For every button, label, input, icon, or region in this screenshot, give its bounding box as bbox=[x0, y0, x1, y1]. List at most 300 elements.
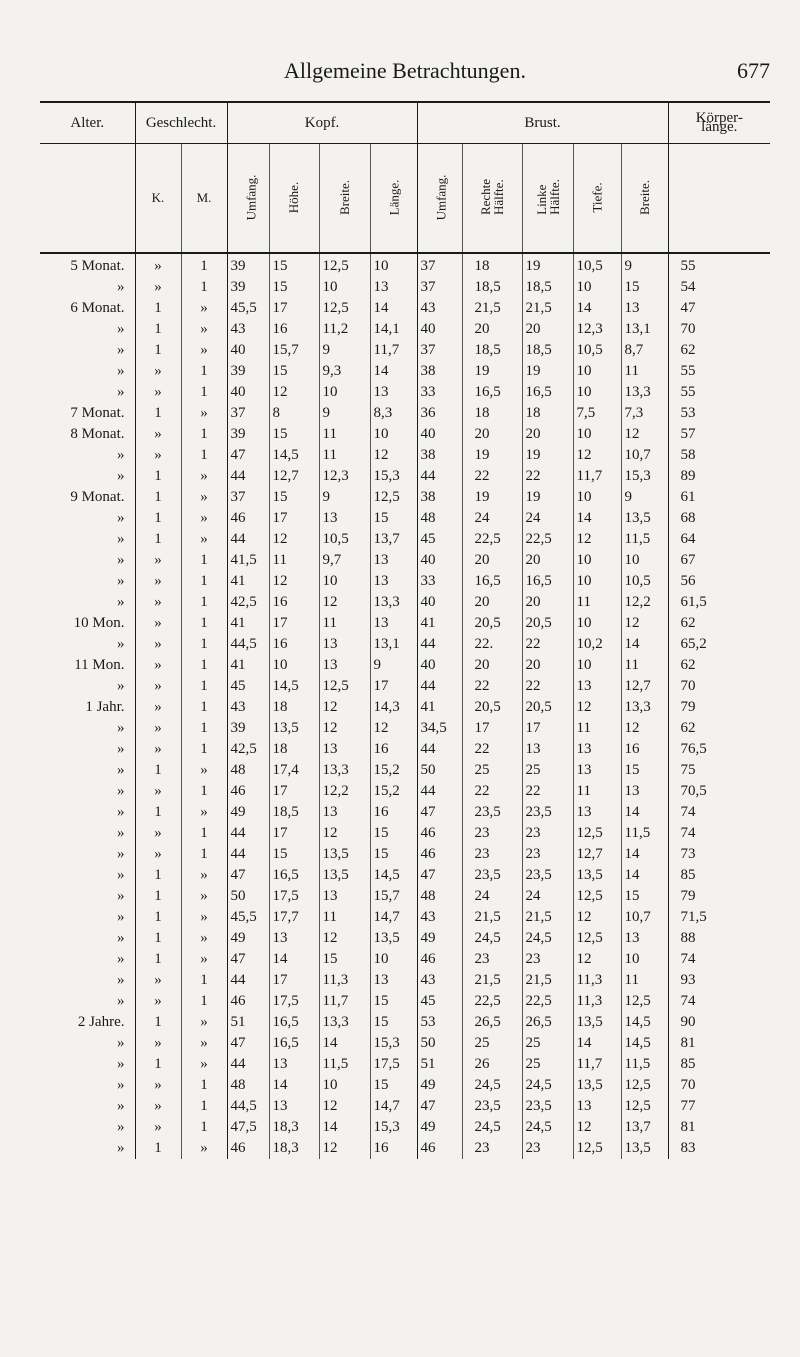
table-row bbox=[40, 298, 770, 319]
table-row bbox=[40, 781, 770, 802]
table-cell: 1 bbox=[181, 253, 227, 277]
table-cell: 54 bbox=[668, 277, 770, 298]
table-cell: 62 bbox=[668, 718, 770, 739]
table-cell: 11 bbox=[319, 907, 370, 928]
table-cell: 11 bbox=[573, 718, 621, 739]
table-cell: 50 bbox=[417, 1033, 462, 1054]
table-cell: 1 bbox=[181, 571, 227, 592]
table-row bbox=[40, 802, 770, 823]
table-cell: 47 bbox=[417, 865, 462, 886]
table-row bbox=[40, 508, 770, 529]
table-cell: 48 bbox=[227, 1075, 269, 1096]
table-cell: 22. bbox=[462, 634, 522, 655]
table-cell: 17,7 bbox=[269, 907, 319, 928]
table-cell: 21,5 bbox=[462, 298, 522, 319]
table-row bbox=[40, 319, 770, 340]
table-cell: 23 bbox=[462, 844, 522, 865]
table-cell: 13 bbox=[573, 739, 621, 760]
table-cell: 15,3 bbox=[621, 466, 668, 487]
table-cell: 11 bbox=[621, 361, 668, 382]
table-cell: 18,5 bbox=[462, 277, 522, 298]
table-cell: » bbox=[135, 823, 181, 844]
table-cell: 14,5 bbox=[621, 1033, 668, 1054]
table-cell: » bbox=[117, 1098, 125, 1114]
table-cell: 18,5 bbox=[522, 340, 573, 361]
table-cell: 49 bbox=[227, 928, 269, 949]
header-alter-empty bbox=[40, 144, 135, 254]
table-cell: 13 bbox=[319, 802, 370, 823]
table-cell: 17,4 bbox=[269, 760, 319, 781]
table-row bbox=[40, 634, 770, 655]
table-cell: 11,3 bbox=[573, 970, 621, 991]
table-cell: 24 bbox=[462, 508, 522, 529]
table-cell: 14 bbox=[573, 508, 621, 529]
table-cell: 21,5 bbox=[462, 970, 522, 991]
table-cell: » bbox=[135, 676, 181, 697]
header-kopf-umfang: Umfang. bbox=[227, 144, 269, 254]
table-cell: 18,5 bbox=[522, 277, 573, 298]
table-row bbox=[40, 655, 770, 676]
table-cell: 1 bbox=[181, 697, 227, 718]
table-cell: 75 bbox=[668, 760, 770, 781]
table-cell: 51 bbox=[227, 1012, 269, 1033]
table-cell: 14,5 bbox=[269, 676, 319, 697]
table-cell: 15 bbox=[370, 508, 417, 529]
table-cell: 8,3 bbox=[370, 403, 417, 424]
table-cell: 44 bbox=[227, 844, 269, 865]
table-cell: 12 bbox=[319, 1096, 370, 1117]
table-cell: 44 bbox=[417, 676, 462, 697]
table-cell: 13 bbox=[319, 655, 370, 676]
table-cell: 40 bbox=[227, 382, 269, 403]
table-cell: 62 bbox=[668, 613, 770, 634]
table-cell: » bbox=[117, 363, 125, 379]
table-cell: 42,5 bbox=[227, 739, 269, 760]
table-cell: 14 bbox=[319, 1117, 370, 1138]
table-cell: 12,5 bbox=[573, 1138, 621, 1159]
table-cell: 1 bbox=[135, 865, 181, 886]
table-cell: 1 bbox=[181, 1096, 227, 1117]
table-cell: 9 bbox=[621, 253, 668, 277]
table-cell: 23 bbox=[462, 823, 522, 844]
table-cell: 22 bbox=[522, 634, 573, 655]
table-cell: » bbox=[135, 361, 181, 382]
table-cell: » bbox=[117, 762, 125, 778]
table-cell: 16,5 bbox=[522, 571, 573, 592]
table-cell: » bbox=[135, 571, 181, 592]
table-cell: 1 bbox=[135, 802, 181, 823]
table-cell: 18 bbox=[269, 697, 319, 718]
table-cell: 21,5 bbox=[522, 298, 573, 319]
table-cell: » bbox=[135, 739, 181, 760]
table-cell: 45,5 bbox=[227, 298, 269, 319]
table-cell: 15,3 bbox=[370, 1117, 417, 1138]
table-cell: » bbox=[117, 888, 125, 904]
table-cell: » bbox=[135, 1033, 181, 1054]
table-cell: 14 bbox=[621, 844, 668, 865]
table-cell: 50 bbox=[227, 886, 269, 907]
table-cell: 12 bbox=[573, 529, 621, 550]
table-cell: 13,3 bbox=[621, 697, 668, 718]
table-cell: 1 bbox=[181, 844, 227, 865]
table-cell: 25 bbox=[462, 1033, 522, 1054]
table-cell: 64 bbox=[668, 529, 770, 550]
table-cell: 2 Jahre. bbox=[77, 1014, 125, 1030]
table-cell: 15,7 bbox=[269, 340, 319, 361]
table-cell: 13 bbox=[370, 277, 417, 298]
table-cell: 12 bbox=[319, 928, 370, 949]
table-cell: 15 bbox=[370, 844, 417, 865]
table-cell: 67 bbox=[668, 550, 770, 571]
table-cell: 12,5 bbox=[573, 928, 621, 949]
table-cell: 24,5 bbox=[522, 1075, 573, 1096]
table-cell: 18 bbox=[269, 739, 319, 760]
table-cell: 44 bbox=[417, 466, 462, 487]
table-cell: 71,5 bbox=[668, 907, 770, 928]
table-cell: 46 bbox=[417, 1138, 462, 1159]
table-cell: 33 bbox=[417, 571, 462, 592]
table-cell: 20 bbox=[462, 655, 522, 676]
header-kopf-laenge: Länge. bbox=[370, 144, 417, 254]
table-cell: » bbox=[117, 1119, 125, 1135]
table-cell: 10,5 bbox=[319, 529, 370, 550]
table-cell: 18,5 bbox=[462, 340, 522, 361]
table-cell: 9 Monat. bbox=[70, 489, 125, 505]
table-cell: » bbox=[135, 445, 181, 466]
table-cell: 88 bbox=[668, 928, 770, 949]
table-cell: 10 bbox=[319, 277, 370, 298]
table-row bbox=[40, 823, 770, 844]
table-cell: 76,5 bbox=[668, 739, 770, 760]
table-cell: 74 bbox=[668, 823, 770, 844]
table-cell: 1 bbox=[181, 277, 227, 298]
table-cell: 11,3 bbox=[573, 991, 621, 1012]
table-cell: 13 bbox=[319, 886, 370, 907]
table-cell: » bbox=[135, 592, 181, 613]
table-cell: 23 bbox=[522, 844, 573, 865]
table-cell: 41 bbox=[417, 613, 462, 634]
table-row bbox=[40, 424, 770, 445]
table-cell: » bbox=[117, 678, 125, 694]
table-cell: 24 bbox=[462, 886, 522, 907]
table-cell: » bbox=[117, 909, 125, 925]
table-cell: 11 bbox=[621, 970, 668, 991]
table-cell: 18,3 bbox=[269, 1138, 319, 1159]
table-cell: 10 bbox=[573, 655, 621, 676]
table-row bbox=[40, 844, 770, 865]
table-cell: 12,7 bbox=[269, 466, 319, 487]
table-cell: 1 bbox=[181, 781, 227, 802]
table-cell: 12,7 bbox=[621, 676, 668, 697]
table-cell: 12 bbox=[319, 718, 370, 739]
table-cell: 36 bbox=[417, 403, 462, 424]
table-cell: 15 bbox=[370, 991, 417, 1012]
table-cell: 1 bbox=[181, 823, 227, 844]
table-cell: » bbox=[181, 298, 227, 319]
table-row bbox=[40, 718, 770, 739]
table-cell: 23,5 bbox=[522, 865, 573, 886]
table-cell: 1 bbox=[135, 907, 181, 928]
table-cell: 14 bbox=[269, 949, 319, 970]
table-cell: 22,5 bbox=[462, 529, 522, 550]
table-cell: » bbox=[117, 342, 125, 358]
table-cell: 14 bbox=[573, 298, 621, 319]
table-cell: 47 bbox=[227, 949, 269, 970]
table-cell: 10,5 bbox=[573, 340, 621, 361]
table-cell: 16,5 bbox=[269, 1033, 319, 1054]
table-cell: 46 bbox=[417, 949, 462, 970]
table-cell: 22 bbox=[522, 781, 573, 802]
table-cell: 13 bbox=[319, 634, 370, 655]
table-cell: 37 bbox=[227, 403, 269, 424]
table-cell: 23,5 bbox=[522, 802, 573, 823]
table-cell: 15,7 bbox=[370, 886, 417, 907]
table-cell: 12 bbox=[621, 613, 668, 634]
header-brust-rechte: Rechte Hälfte. bbox=[462, 144, 522, 254]
table-row bbox=[40, 991, 770, 1012]
table-cell: 46 bbox=[417, 823, 462, 844]
table-cell: 20 bbox=[522, 550, 573, 571]
table-cell: 20,5 bbox=[462, 613, 522, 634]
table-cell: 81 bbox=[668, 1033, 770, 1054]
table-cell: 15 bbox=[269, 277, 319, 298]
table-cell: 38 bbox=[417, 487, 462, 508]
table-cell: 44 bbox=[227, 466, 269, 487]
table-cell: 13 bbox=[522, 739, 573, 760]
table-cell: 40 bbox=[227, 340, 269, 361]
table-cell: 16,5 bbox=[462, 382, 522, 403]
table-cell: » bbox=[181, 802, 227, 823]
table-cell: 13 bbox=[621, 928, 668, 949]
header-koerperlaenge: Körper- länge. bbox=[668, 102, 770, 144]
table-row bbox=[40, 865, 770, 886]
table-cell: 13,1 bbox=[370, 634, 417, 655]
table-cell: 12,5 bbox=[573, 823, 621, 844]
table-cell: 37 bbox=[227, 487, 269, 508]
table-cell: 23 bbox=[462, 949, 522, 970]
table-cell: 10 bbox=[573, 487, 621, 508]
table-cell: 65,2 bbox=[668, 634, 770, 655]
table-cell: 23 bbox=[522, 823, 573, 844]
table-row bbox=[40, 592, 770, 613]
table-cell: » bbox=[181, 1033, 227, 1054]
table-cell: 12,5 bbox=[621, 1096, 668, 1117]
table-cell: 16 bbox=[370, 1138, 417, 1159]
table-cell: 9,7 bbox=[319, 550, 370, 571]
table-cell: 10 bbox=[370, 424, 417, 445]
table-cell: 20 bbox=[522, 592, 573, 613]
table-row bbox=[40, 361, 770, 382]
table-cell: » bbox=[117, 594, 125, 610]
table-cell: 23 bbox=[522, 1138, 573, 1159]
table-cell: 19 bbox=[462, 361, 522, 382]
table-cell: 24,5 bbox=[462, 928, 522, 949]
table-cell: 12,5 bbox=[621, 1075, 668, 1096]
table-cell: 14,5 bbox=[370, 865, 417, 886]
table-row bbox=[40, 550, 770, 571]
table-cell: 11,5 bbox=[621, 1054, 668, 1075]
table-cell: 39 bbox=[227, 424, 269, 445]
table-cell: » bbox=[181, 886, 227, 907]
table-cell: » bbox=[181, 1012, 227, 1033]
table-cell: 40 bbox=[417, 592, 462, 613]
table-cell: 22 bbox=[462, 466, 522, 487]
table-cell: 12,2 bbox=[319, 781, 370, 802]
table-cell: 45 bbox=[417, 991, 462, 1012]
table-cell: 14 bbox=[370, 361, 417, 382]
table-cell: 1 bbox=[181, 361, 227, 382]
table-cell: 1 bbox=[181, 382, 227, 403]
table-cell: 37 bbox=[417, 277, 462, 298]
table-cell: 13,5 bbox=[621, 508, 668, 529]
header-kopf-hoehe: Höhe. bbox=[269, 144, 319, 254]
table-cell: 11 bbox=[573, 781, 621, 802]
header-geschlecht: Geschlecht. bbox=[135, 102, 227, 144]
header-brust-tiefe: Tiefe. bbox=[573, 144, 621, 254]
page-title: Allgemeine Betrachtungen. bbox=[284, 58, 526, 83]
table-cell: » bbox=[135, 1075, 181, 1096]
table-cell: 39 bbox=[227, 253, 269, 277]
table-cell: 12,5 bbox=[370, 487, 417, 508]
table-cell: 41 bbox=[417, 697, 462, 718]
table-cell: 15,3 bbox=[370, 466, 417, 487]
table-cell: 14 bbox=[621, 634, 668, 655]
table-cell: 10 bbox=[621, 949, 668, 970]
table-cell: 44,5 bbox=[227, 634, 269, 655]
table-cell: 15 bbox=[269, 361, 319, 382]
table-cell: 17 bbox=[462, 718, 522, 739]
table-cell: 49 bbox=[417, 928, 462, 949]
table-cell: 1 bbox=[135, 487, 181, 508]
table-cell: 74 bbox=[668, 949, 770, 970]
table-row bbox=[40, 1033, 770, 1054]
table-cell: 14 bbox=[621, 802, 668, 823]
table-cell: 57 bbox=[668, 424, 770, 445]
table-cell: 20 bbox=[522, 319, 573, 340]
table-cell: » bbox=[117, 1035, 125, 1051]
table-cell: 12,2 bbox=[621, 592, 668, 613]
table-cell: 16,5 bbox=[462, 571, 522, 592]
table-cell: 24 bbox=[522, 886, 573, 907]
table-cell: 15 bbox=[269, 424, 319, 445]
table-cell: 39 bbox=[227, 361, 269, 382]
table-cell: 55 bbox=[668, 253, 770, 277]
table-cell: 47 bbox=[227, 445, 269, 466]
table-cell: 9 bbox=[319, 487, 370, 508]
table-cell: 40 bbox=[417, 424, 462, 445]
table-cell: » bbox=[117, 846, 125, 862]
table-cell: 22 bbox=[462, 676, 522, 697]
table-cell: 16 bbox=[621, 739, 668, 760]
table-cell: 1 bbox=[181, 550, 227, 571]
table-cell: 20,5 bbox=[522, 697, 573, 718]
table-cell: » bbox=[135, 382, 181, 403]
page-number: 677 bbox=[737, 58, 770, 83]
table-cell: 1 bbox=[181, 718, 227, 739]
table-cell: 1 bbox=[181, 613, 227, 634]
table-cell: 26,5 bbox=[462, 1012, 522, 1033]
table-cell: 9,3 bbox=[319, 361, 370, 382]
table-cell: 43 bbox=[227, 697, 269, 718]
table-cell: 49 bbox=[227, 802, 269, 823]
table-cell: 22 bbox=[462, 739, 522, 760]
table-cell: 11 bbox=[319, 613, 370, 634]
table-cell: 17 bbox=[269, 613, 319, 634]
table-cell: 85 bbox=[668, 1054, 770, 1075]
table-cell: 41 bbox=[227, 613, 269, 634]
table-cell: 12 bbox=[573, 1117, 621, 1138]
table-cell: 15 bbox=[621, 277, 668, 298]
table-cell: » bbox=[117, 510, 125, 526]
table-cell: 16 bbox=[269, 592, 319, 613]
table-cell: 53 bbox=[417, 1012, 462, 1033]
table-cell: 10,7 bbox=[621, 445, 668, 466]
table-cell: 47 bbox=[417, 802, 462, 823]
table-cell: » bbox=[135, 1096, 181, 1117]
table-cell: 11,5 bbox=[319, 1054, 370, 1075]
table-cell: 15 bbox=[269, 844, 319, 865]
table-row bbox=[40, 445, 770, 466]
table-cell: 19 bbox=[462, 487, 522, 508]
table-cell: 14,5 bbox=[269, 445, 319, 466]
table-cell: 8 Monat. bbox=[70, 426, 125, 442]
table-cell: 70 bbox=[668, 319, 770, 340]
table-cell: 38 bbox=[417, 361, 462, 382]
table-cell: 21,5 bbox=[462, 907, 522, 928]
table-cell: 41 bbox=[227, 655, 269, 676]
table-cell: 23,5 bbox=[462, 1096, 522, 1117]
table-cell: 15,2 bbox=[370, 760, 417, 781]
table-row bbox=[40, 1138, 770, 1159]
table-cell: 49 bbox=[417, 1117, 462, 1138]
table-cell: 43 bbox=[417, 907, 462, 928]
header-k: K. bbox=[135, 144, 181, 254]
table-cell: 12 bbox=[370, 718, 417, 739]
table-cell: 22,5 bbox=[462, 991, 522, 1012]
table-cell: 19 bbox=[522, 361, 573, 382]
table-row bbox=[40, 907, 770, 928]
table-cell: 1 bbox=[135, 886, 181, 907]
table-cell: 13,7 bbox=[621, 1117, 668, 1138]
table-cell: 55 bbox=[668, 361, 770, 382]
table-cell: » bbox=[181, 865, 227, 886]
table-cell: 61 bbox=[668, 487, 770, 508]
table-cell: 73 bbox=[668, 844, 770, 865]
table-cell: 16,5 bbox=[522, 382, 573, 403]
table-cell: 70 bbox=[668, 676, 770, 697]
table-row bbox=[40, 1117, 770, 1138]
table-cell: 19 bbox=[462, 445, 522, 466]
table-cell: 39 bbox=[227, 277, 269, 298]
table-cell: 7,3 bbox=[621, 403, 668, 424]
table-cell: 15 bbox=[621, 886, 668, 907]
table-cell: 1 bbox=[135, 466, 181, 487]
table-cell: 1 bbox=[181, 655, 227, 676]
table-cell: » bbox=[181, 340, 227, 361]
table-cell: 12 bbox=[621, 424, 668, 445]
table-cell: 13,3 bbox=[621, 382, 668, 403]
table-cell: 6 Monat. bbox=[70, 300, 125, 316]
table-cell: 48 bbox=[227, 760, 269, 781]
table-cell: 14,1 bbox=[370, 319, 417, 340]
table-cell: 12,3 bbox=[319, 466, 370, 487]
table-cell: 13,5 bbox=[319, 865, 370, 886]
table-cell: 56 bbox=[668, 571, 770, 592]
measurement-table bbox=[40, 101, 770, 1159]
table-cell: 20 bbox=[462, 592, 522, 613]
table-cell: » bbox=[117, 951, 125, 967]
table-cell: 18 bbox=[462, 253, 522, 277]
